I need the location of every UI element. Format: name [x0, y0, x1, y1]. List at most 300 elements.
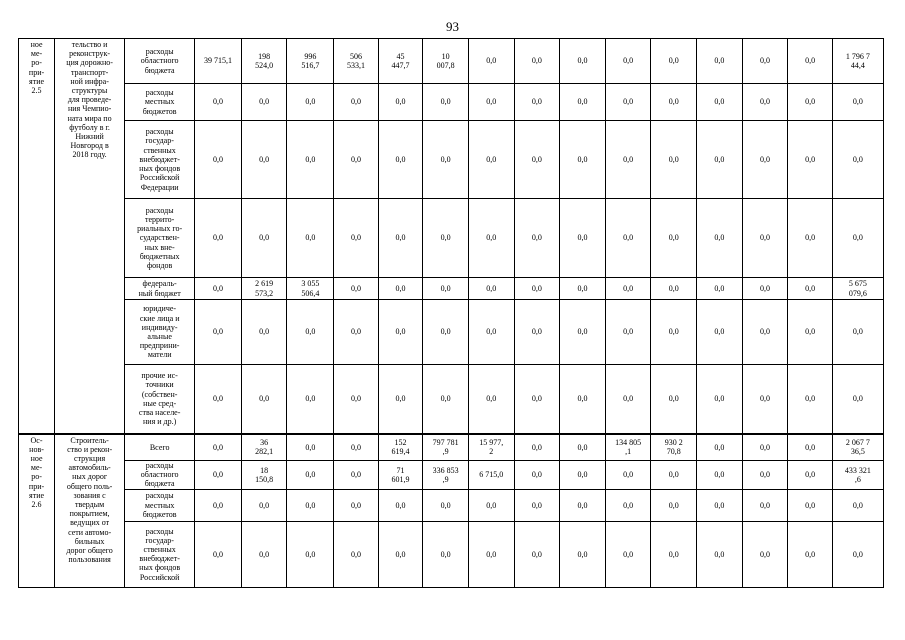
value-cell	[560, 434, 606, 461]
table-row	[19, 84, 884, 121]
value-text: 0,0	[350, 283, 361, 293]
total-cell	[832, 365, 883, 434]
value-text: 0,0	[623, 283, 634, 293]
value-cell	[195, 278, 242, 300]
value-cell	[651, 84, 697, 121]
value-cell	[195, 121, 242, 199]
value-text: 0,0	[668, 233, 679, 243]
value-cell	[468, 521, 514, 587]
value-text: 0,0	[577, 442, 588, 452]
value-text: 0,0	[577, 233, 588, 243]
value-cell	[742, 434, 788, 461]
value-text: 0,0	[395, 549, 406, 559]
value-cell	[287, 278, 334, 300]
value-text: 0,0	[623, 233, 634, 243]
value-text: 0,0	[623, 97, 634, 107]
value-text: 0,0	[305, 97, 316, 107]
value-text: 0,0	[759, 154, 770, 164]
value-text: 0,0	[395, 154, 406, 164]
value-text: 0,0	[759, 97, 770, 107]
value-cell	[651, 39, 697, 84]
value-cell	[423, 434, 469, 461]
value-text: 506 533,1	[346, 51, 365, 70]
funding-source-text: прочие ис- точники (собствен- ные сред- ства населе- ния и др.)	[138, 371, 181, 427]
value-cell	[651, 461, 697, 490]
value-cell	[468, 461, 514, 490]
value-cell	[423, 489, 469, 521]
value-text: 0,0	[395, 233, 406, 243]
value-cell	[378, 365, 423, 434]
funding-source-text: расходы террито- риальных го- сударствен- ных вне- бюджетных фондов	[137, 205, 183, 270]
value-cell	[788, 84, 833, 121]
value-text: 0,0	[577, 394, 588, 404]
value-text: 198 524,0	[255, 51, 274, 70]
funding-source	[125, 84, 195, 121]
value-cell	[241, 365, 287, 434]
value-text: 0,0	[852, 97, 863, 107]
value-cell	[423, 365, 469, 434]
value-cell	[241, 300, 287, 365]
value-text: 0,0	[759, 283, 770, 293]
value-cell	[651, 489, 697, 521]
value-text: 0,0	[305, 442, 316, 452]
funding-source	[125, 121, 195, 199]
table-row	[19, 300, 884, 365]
value-cell	[378, 434, 423, 461]
value-text: 0,0	[577, 470, 588, 480]
value-text: 39 715,1	[204, 56, 233, 66]
value-cell	[423, 199, 469, 278]
value-text: 0,0	[577, 97, 588, 107]
measure-code	[19, 39, 55, 434]
value-cell	[697, 489, 743, 521]
value-cell	[651, 278, 697, 300]
value-cell	[788, 300, 833, 365]
funding-source-text: Всего	[149, 442, 170, 452]
value-cell	[468, 84, 514, 121]
value-text: 0,0	[531, 549, 542, 559]
value-cell	[697, 461, 743, 490]
value-cell	[378, 39, 423, 84]
value-cell	[514, 434, 560, 461]
value-text: 0,0	[395, 394, 406, 404]
value-text: 0,0	[668, 500, 679, 510]
value-cell	[378, 278, 423, 300]
value-cell	[287, 521, 334, 587]
value-cell	[423, 121, 469, 199]
value-cell	[651, 521, 697, 587]
value-text: 0,0	[668, 154, 679, 164]
value-text: 0,0	[486, 500, 497, 510]
total-cell	[832, 489, 883, 521]
value-text: 0,0	[577, 56, 588, 66]
value-text: 0,0	[623, 327, 634, 337]
value-cell	[651, 300, 697, 365]
funding-source-text: федераль- ный бюджет	[138, 279, 181, 298]
value-text: 0,0	[714, 327, 725, 337]
value-text: 0,0	[213, 154, 224, 164]
total-cell	[832, 434, 883, 461]
value-text: 0,0	[259, 154, 270, 164]
value-text: 2 619 573,2	[255, 279, 274, 298]
value-text: 0,0	[759, 56, 770, 66]
value-text: 0,0	[213, 327, 224, 337]
value-cell	[468, 434, 514, 461]
value-text: 996 516,7	[301, 51, 320, 70]
value-text: 0,0	[213, 442, 224, 452]
value-text: 0,0	[668, 283, 679, 293]
value-text: 0,0	[213, 394, 224, 404]
value-cell	[423, 39, 469, 84]
value-text: 433 321 ,6	[844, 465, 871, 484]
value-text: 0,0	[350, 500, 361, 510]
value-cell	[287, 434, 334, 461]
value-cell	[514, 84, 560, 121]
value-cell	[697, 84, 743, 121]
value-text: 0,0	[486, 549, 497, 559]
value-text: 0,0	[259, 500, 270, 510]
value-text: 0,0	[714, 470, 725, 480]
funding-source-text: расходы областного бюджета	[140, 47, 179, 75]
value-text: 0,0	[259, 327, 270, 337]
value-cell	[468, 121, 514, 199]
value-text: 0,0	[395, 327, 406, 337]
value-cell	[514, 461, 560, 490]
value-text: 0,0	[213, 233, 224, 243]
funding-source-text: юридиче- ские лица и индивиду- альные предприни- матели	[139, 304, 180, 360]
value-cell	[560, 84, 606, 121]
value-cell	[287, 84, 334, 121]
value-cell	[514, 300, 560, 365]
value-cell	[560, 121, 606, 199]
funding-source	[125, 489, 195, 521]
value-text: 0,0	[759, 500, 770, 510]
value-text: 0,0	[759, 442, 770, 452]
value-cell	[788, 199, 833, 278]
value-cell	[514, 278, 560, 300]
measure-name-text: Строитель- ство и рекон- струкция автомобиль- ных дорог общего поль- зования с твердым покрытием, ведущих от сети автомо- бильных дорог общего пользования	[66, 435, 113, 565]
table-row	[19, 489, 884, 521]
value-text: 0,0	[714, 154, 725, 164]
value-text: 0,0	[395, 283, 406, 293]
funding-source	[125, 365, 195, 434]
value-cell	[378, 300, 423, 365]
value-text: 0,0	[305, 327, 316, 337]
value-cell	[378, 199, 423, 278]
value-text: 0,0	[668, 394, 679, 404]
value-cell	[697, 39, 743, 84]
value-text: 0,0	[577, 500, 588, 510]
total-cell	[832, 521, 883, 587]
value-cell	[697, 300, 743, 365]
value-text: 0,0	[623, 549, 634, 559]
value-cell	[378, 461, 423, 490]
value-text: 0,0	[531, 233, 542, 243]
value-text: 0,0	[259, 394, 270, 404]
value-cell	[605, 365, 651, 434]
value-cell	[742, 278, 788, 300]
value-cell	[560, 39, 606, 84]
value-cell	[287, 489, 334, 521]
funding-source	[125, 461, 195, 490]
table-row	[19, 278, 884, 300]
value-text: 45 447,7	[391, 51, 410, 70]
value-text: 0,0	[440, 500, 451, 510]
total-cell	[832, 84, 883, 121]
measure-code-text: ное ме- ро- при- ятие 2.5	[28, 40, 45, 96]
value-text: 36 282,1	[255, 438, 274, 457]
value-cell	[788, 365, 833, 434]
value-text: 0,0	[486, 56, 497, 66]
value-cell	[334, 121, 379, 199]
value-cell	[605, 39, 651, 84]
value-cell	[423, 521, 469, 587]
table-row	[19, 199, 884, 278]
value-text: 0,0	[350, 442, 361, 452]
value-text: 0,0	[305, 394, 316, 404]
value-text: 0,0	[486, 394, 497, 404]
total-cell	[832, 199, 883, 278]
value-text: 0,0	[852, 233, 863, 243]
value-cell	[423, 300, 469, 365]
value-text: 0,0	[350, 394, 361, 404]
value-text: 0,0	[486, 233, 497, 243]
value-text: 0,0	[714, 97, 725, 107]
value-text: 0,0	[852, 154, 863, 164]
value-cell	[560, 278, 606, 300]
value-text: 152 619,4	[391, 438, 410, 457]
value-cell	[742, 489, 788, 521]
value-text: 797 781 ,9	[432, 438, 459, 457]
value-text: 0,0	[305, 500, 316, 510]
total-cell	[832, 461, 883, 490]
value-text: 0,0	[531, 500, 542, 510]
value-cell	[560, 461, 606, 490]
value-cell	[697, 521, 743, 587]
value-cell	[287, 300, 334, 365]
funding-source-text: расходы местных бюджетов	[142, 88, 177, 116]
value-text: 0,0	[805, 154, 816, 164]
table-row	[19, 461, 884, 490]
value-text: 0,0	[395, 500, 406, 510]
value-cell	[241, 84, 287, 121]
value-cell	[697, 121, 743, 199]
value-text: 0,0	[213, 549, 224, 559]
value-cell	[378, 521, 423, 587]
value-text: 1 796 7 44,4	[845, 51, 870, 70]
value-text: 0,0	[805, 97, 816, 107]
value-text: 0,0	[852, 394, 863, 404]
value-cell	[742, 300, 788, 365]
total-cell	[832, 300, 883, 365]
value-text: 2 067 7 36,5	[845, 438, 870, 457]
value-text: 0,0	[577, 283, 588, 293]
value-text: 0,0	[440, 549, 451, 559]
value-cell	[241, 121, 287, 199]
value-cell	[605, 199, 651, 278]
value-cell	[697, 199, 743, 278]
value-text: 71 601,9	[391, 465, 410, 484]
value-cell	[560, 365, 606, 434]
value-text: 0,0	[531, 154, 542, 164]
value-text: 10 007,8	[436, 51, 455, 70]
value-cell	[241, 278, 287, 300]
value-text: 0,0	[805, 283, 816, 293]
value-text: 0,0	[440, 97, 451, 107]
total-cell	[832, 39, 883, 84]
value-cell	[742, 39, 788, 84]
value-cell	[788, 489, 833, 521]
value-text: 0,0	[305, 549, 316, 559]
value-cell	[605, 434, 651, 461]
value-cell	[241, 461, 287, 490]
value-text: 0,0	[440, 394, 451, 404]
value-text: 0,0	[440, 327, 451, 337]
value-cell	[334, 300, 379, 365]
value-text: 0,0	[668, 97, 679, 107]
value-text: 0,0	[805, 549, 816, 559]
value-cell	[697, 278, 743, 300]
value-cell	[514, 121, 560, 199]
value-cell	[241, 434, 287, 461]
value-cell	[697, 434, 743, 461]
value-cell	[195, 199, 242, 278]
value-text: 0,0	[531, 97, 542, 107]
value-cell	[195, 39, 242, 84]
value-cell	[788, 278, 833, 300]
value-text: 0,0	[759, 394, 770, 404]
value-text: 0,0	[623, 500, 634, 510]
value-text: 0,0	[440, 283, 451, 293]
value-cell	[241, 39, 287, 84]
value-cell	[241, 199, 287, 278]
value-cell	[742, 365, 788, 434]
value-cell	[241, 489, 287, 521]
value-cell	[605, 278, 651, 300]
value-cell	[605, 121, 651, 199]
value-text: 0,0	[486, 154, 497, 164]
value-text: 0,0	[805, 233, 816, 243]
value-cell	[605, 300, 651, 365]
value-text: 0,0	[668, 56, 679, 66]
value-cell	[334, 199, 379, 278]
value-text: 0,0	[531, 283, 542, 293]
value-cell	[514, 199, 560, 278]
value-cell	[378, 121, 423, 199]
value-text: 0,0	[486, 283, 497, 293]
funding-source-text: расходы государ- ственных внебюджет- ных фондов Российской Федерации	[139, 127, 181, 192]
value-cell	[334, 461, 379, 490]
value-text: 0,0	[714, 56, 725, 66]
value-text: 0,0	[213, 283, 224, 293]
value-cell	[468, 39, 514, 84]
value-cell	[605, 521, 651, 587]
value-text: 0,0	[668, 327, 679, 337]
value-cell	[788, 121, 833, 199]
value-text: 134 805 ,1	[615, 438, 642, 457]
funding-source-text: расходы областного бюджета	[140, 461, 179, 489]
value-cell	[195, 434, 242, 461]
measure-name	[55, 39, 125, 434]
value-text: 0,0	[759, 549, 770, 559]
funding-source	[125, 434, 195, 461]
table-row	[19, 521, 884, 587]
funding-source	[125, 300, 195, 365]
value-text: 0,0	[805, 394, 816, 404]
value-cell	[697, 365, 743, 434]
funding-source	[125, 278, 195, 300]
value-cell	[788, 434, 833, 461]
value-cell	[195, 365, 242, 434]
value-cell	[514, 365, 560, 434]
value-text: 0,0	[623, 470, 634, 480]
value-text: 0,0	[577, 154, 588, 164]
measure-code	[19, 434, 55, 588]
funding-source	[125, 521, 195, 587]
table-row	[19, 365, 884, 434]
value-text: 0,0	[577, 549, 588, 559]
value-text: 0,0	[531, 394, 542, 404]
value-text: 0,0	[714, 549, 725, 559]
value-text: 0,0	[531, 442, 542, 452]
value-text: 5 675 079,6	[848, 279, 867, 298]
funding-source	[125, 39, 195, 84]
value-cell	[742, 461, 788, 490]
value-cell	[468, 365, 514, 434]
value-text: 0,0	[350, 233, 361, 243]
value-cell	[423, 84, 469, 121]
value-text: 0,0	[668, 470, 679, 480]
value-text: 0,0	[305, 233, 316, 243]
value-cell	[195, 300, 242, 365]
value-text: 0,0	[759, 233, 770, 243]
funding-source-text: расходы государ- ственных внебюджет- ных фондов Российской	[139, 526, 181, 582]
value-cell	[195, 84, 242, 121]
value-text: 0,0	[531, 327, 542, 337]
value-text: 0,0	[531, 470, 542, 480]
value-cell	[287, 121, 334, 199]
value-cell	[468, 199, 514, 278]
value-text: 0,0	[714, 500, 725, 510]
value-cell	[378, 489, 423, 521]
value-text: 0,0	[577, 327, 588, 337]
value-cell	[788, 39, 833, 84]
value-cell	[651, 365, 697, 434]
value-cell	[287, 39, 334, 84]
value-text: 0,0	[623, 56, 634, 66]
value-cell	[468, 489, 514, 521]
value-text: 6 715,0	[479, 470, 504, 480]
value-cell	[560, 489, 606, 521]
value-cell	[514, 39, 560, 84]
value-text: 0,0	[623, 394, 634, 404]
value-cell	[334, 84, 379, 121]
value-text: 0,0	[440, 233, 451, 243]
value-text: 3 055 506,4	[301, 279, 320, 298]
value-text: 0,0	[486, 327, 497, 337]
value-text: 0,0	[213, 470, 224, 480]
value-text: 0,0	[259, 97, 270, 107]
value-cell	[195, 461, 242, 490]
value-cell	[334, 278, 379, 300]
budget-table	[18, 38, 884, 588]
value-text: 0,0	[805, 327, 816, 337]
value-cell	[605, 461, 651, 490]
value-text: 0,0	[259, 233, 270, 243]
value-cell	[195, 521, 242, 587]
value-cell	[514, 489, 560, 521]
table-row	[19, 434, 884, 461]
